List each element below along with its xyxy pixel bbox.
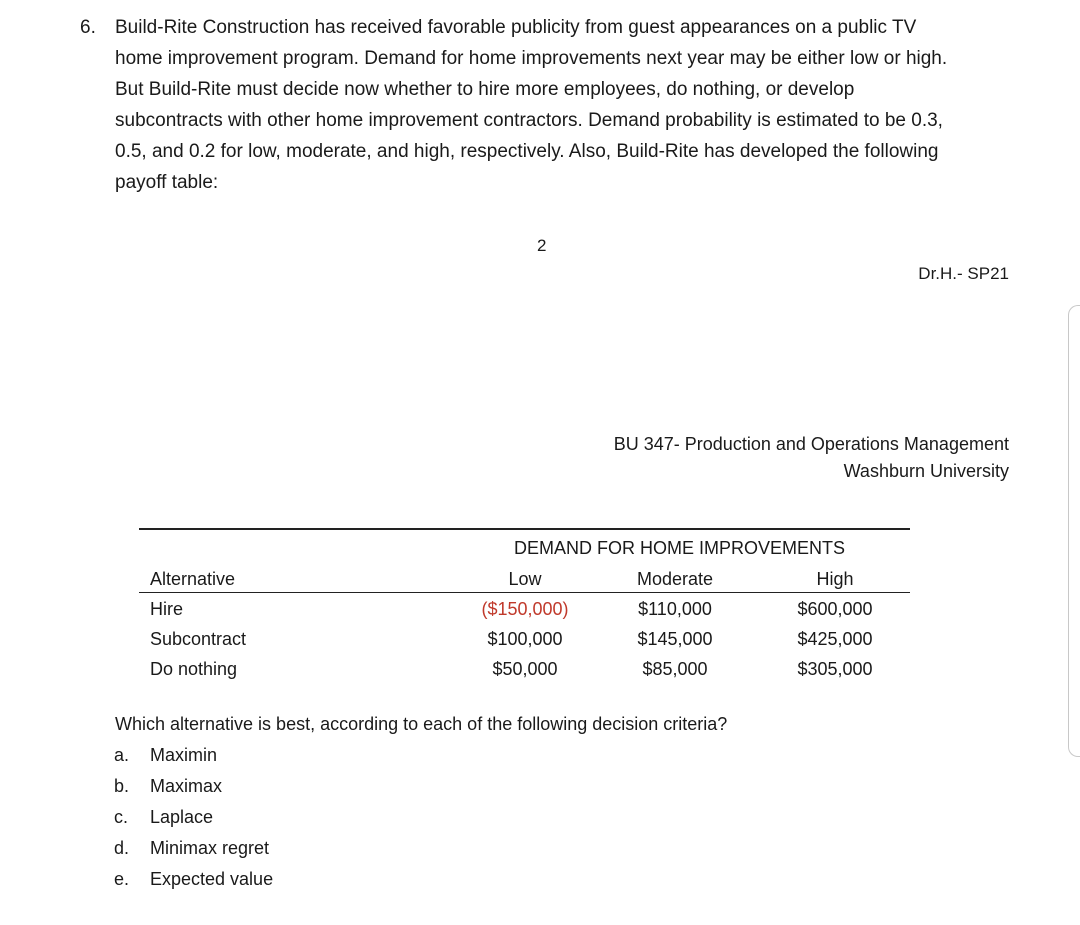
row-label-hire: Hire (150, 599, 184, 619)
cell-subcontract-low: $100,000 (487, 629, 563, 649)
question-number: 6. (80, 17, 96, 38)
option-letter: a. (114, 745, 130, 765)
cell-subcontract-moderate: $145,000 (637, 629, 713, 649)
header-low: Low (508, 569, 542, 589)
question-line: 0.5, and 0.2 for low, moderate, and high, respectively. Also, Build-Rite has developed the following (115, 141, 939, 162)
cell-hire-low: ($150,000) (481, 599, 569, 619)
author-label: Dr.H.- SP21 (918, 264, 1009, 283)
cell-hire-moderate: $110,000 (638, 599, 712, 619)
header-moderate: Moderate (636, 569, 714, 589)
question-line: Build-Rite Construction has received favorable publicity from guest appearances on a public TV (115, 17, 917, 38)
table-header-rule (139, 592, 910, 593)
header-alternative: Alternative (150, 569, 236, 589)
cell-do-nothing-moderate: $85,000 (642, 659, 708, 679)
school-name: Washburn University (843, 461, 1009, 481)
row-label-do-nothing: Do nothing (150, 659, 238, 679)
question-line: payoff table: (115, 172, 219, 193)
cell-do-nothing-low: $50,000 (492, 659, 558, 679)
option-minimax-regret: Minimax regret (150, 838, 270, 858)
option-maximin: Maximin (150, 745, 218, 765)
row-label-subcontract: Subcontract (150, 629, 247, 649)
option-maximax: Maximax (150, 776, 223, 796)
criteria-prompt: Which alternative is best, according to each of the following decision criteria? (115, 714, 728, 734)
course-header (614, 431, 1009, 485)
question-line: subcontracts with other home improvement contractors. Demand probability is estimated to be 0.3, (115, 110, 943, 131)
option-letter: e. (114, 869, 130, 889)
page-number: 2 (537, 236, 547, 255)
option-laplace: Laplace (150, 807, 214, 827)
page-scroll-edge[interactable] (1068, 305, 1080, 757)
question-text (115, 12, 1020, 198)
option-letter: b. (114, 776, 130, 796)
header-high: High (816, 569, 854, 589)
option-expected-value: Expected value (150, 869, 274, 889)
course-title: BU 347- Production and Operations Management (613, 434, 1009, 454)
table-top-rule (139, 528, 910, 530)
table-group-header: DEMAND FOR HOME IMPROVEMENTS (514, 538, 846, 558)
question-line: home improvement program. Demand for home improvements next year may be either low or high. (115, 48, 948, 69)
option-letter: c. (114, 807, 129, 827)
cell-subcontract-high: $425,000 (797, 629, 873, 649)
question-line: But Build-Rite must decide now whether to hire more employees, do nothing, or develop (115, 79, 855, 100)
cell-hire-high: $600,000 (797, 599, 873, 619)
cell-do-nothing-high: $305,000 (797, 659, 873, 679)
option-letter: d. (114, 838, 130, 858)
